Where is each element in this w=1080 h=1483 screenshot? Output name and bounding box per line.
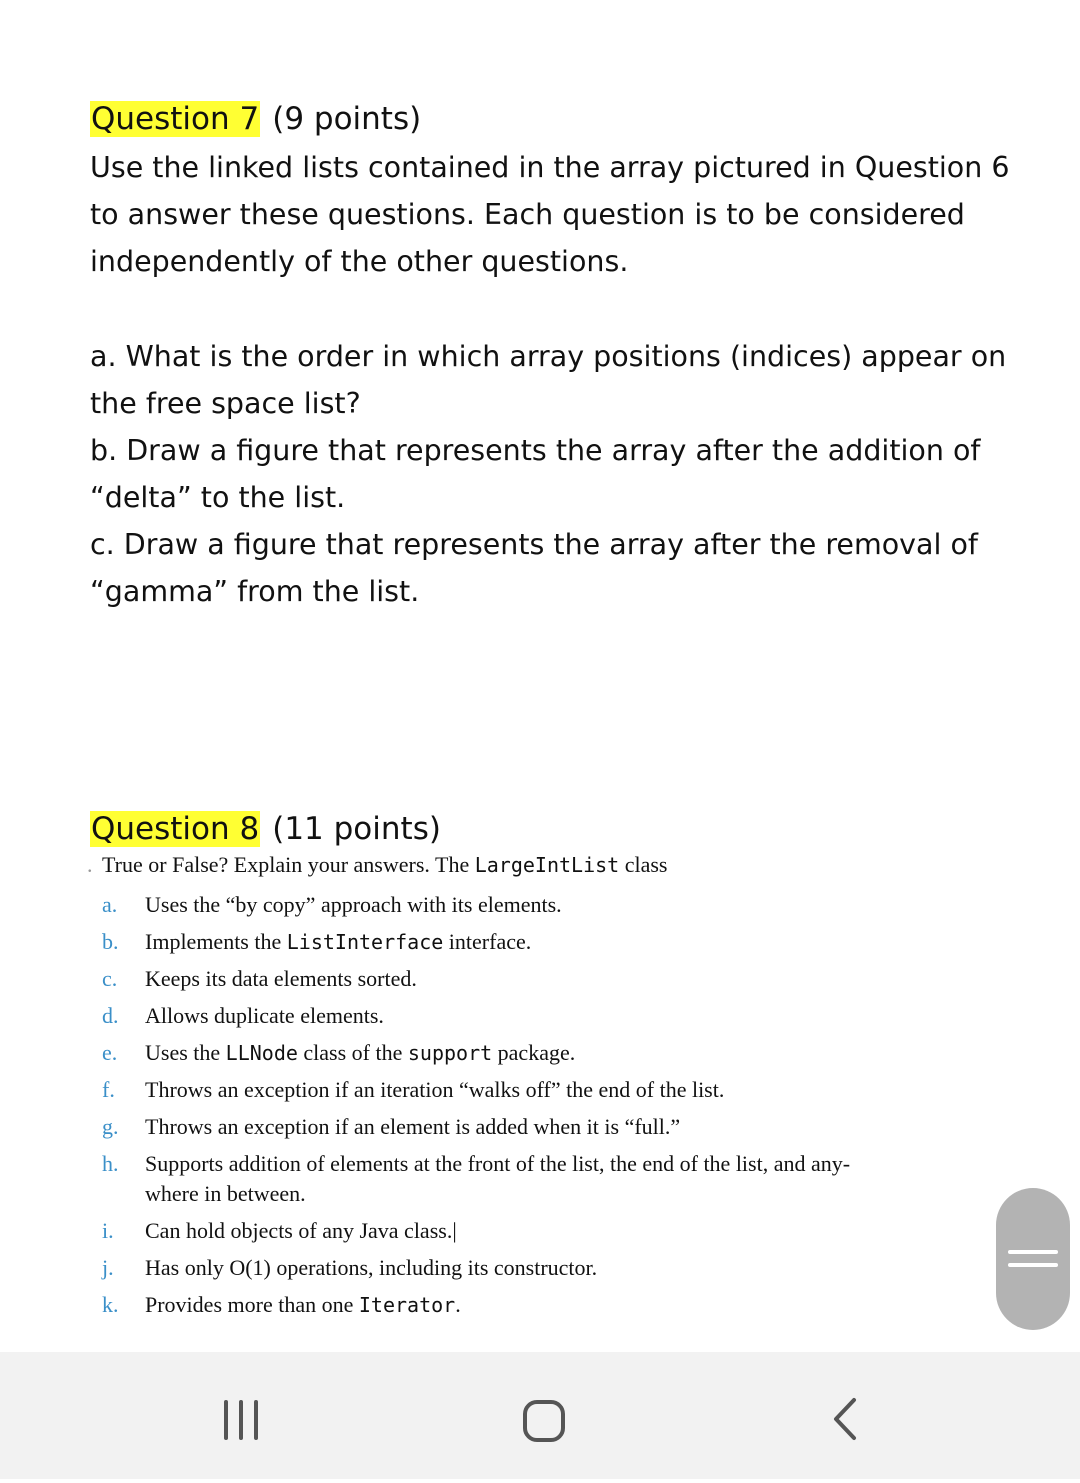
item-letter: j. (102, 1255, 114, 1280)
item-text-post: . (455, 1292, 461, 1317)
question-8-title: Question 8 (91, 811, 260, 847)
question-8-intro (102, 852, 667, 878)
item-text (145, 1038, 965, 1068)
item-letter: e. (102, 1040, 118, 1065)
scroll-handle[interactable] (996, 1188, 1070, 1330)
home-icon (523, 1400, 565, 1442)
item-text-continued: where in between. (145, 1181, 306, 1206)
item-text: Throws an exception if an iteration “walks off” the end of the list. (145, 1077, 725, 1102)
item-text-pre: Uses the (145, 1040, 226, 1065)
item-text-post: interface. (443, 929, 532, 954)
item-letter: d. (102, 1003, 119, 1028)
item-text: Uses the “by copy” approach with its elements. (145, 892, 562, 917)
item-letter: c. (102, 966, 118, 991)
item-text: Can hold objects of any Java class.| (145, 1218, 457, 1243)
system-navigation-bar (0, 1352, 1080, 1479)
item-letter: a. (102, 892, 118, 917)
item-text (145, 927, 965, 957)
question-8-heading (90, 810, 441, 848)
back-chevron-icon (786, 1352, 906, 1479)
recent-apps-button[interactable] (181, 1352, 301, 1479)
bullet-mark: . (87, 852, 93, 877)
grip-line-icon (1008, 1263, 1058, 1267)
item-letter: i. (102, 1218, 114, 1243)
item-letter: g. (102, 1114, 119, 1139)
question-7-part-c: c. Draw a figure that represents the array after the removal of “gamma” from the list. (90, 528, 978, 608)
item-text-post: package. (492, 1040, 576, 1065)
intro-class-name: LargeIntList (474, 853, 620, 877)
question-7-part-a: a. What is the order in which array positions (indices) appear on the free space list? (90, 340, 1007, 420)
item-code: ListInterface (286, 930, 444, 954)
back-button[interactable] (786, 1352, 906, 1479)
item-code: Iterator (358, 1293, 456, 1317)
item-text-mid: class of the (297, 1040, 408, 1065)
question-7-intro: Use the linked lists contained in the array pictured in Question 6 to answer these questions. Each question is to be considered independently of the other questions. (90, 151, 1010, 278)
home-button[interactable] (483, 1352, 603, 1479)
intro-text: True or False? Explain your answers. The (102, 852, 475, 877)
grip-line-icon (1008, 1250, 1058, 1254)
question-8-points: (11 points) (272, 811, 441, 847)
item-text-pre: Implements the (145, 929, 287, 954)
item-code: LLNode (225, 1041, 298, 1065)
item-code-2: support (407, 1041, 493, 1065)
item-text: Keeps its data elements sorted. (145, 966, 417, 991)
item-letter: h. (102, 1151, 119, 1176)
item-text: Has only O(1) operations, including its constructor. (145, 1255, 598, 1280)
item-letter: b. (102, 929, 119, 954)
intro-text-end: class (619, 852, 668, 877)
item-text (145, 1290, 965, 1320)
question-7-points: (9 points) (272, 101, 422, 137)
item-text: Allows duplicate elements. (145, 1003, 384, 1028)
item-text-pre: Provides more than one (145, 1292, 359, 1317)
item-letter: k. (102, 1292, 119, 1317)
question-7-part-b: b. Draw a figure that represents the array after the addition of “delta” to the list. (90, 434, 981, 514)
question-7-title: Question 7 (91, 101, 260, 137)
item-text: Throws an exception if an element is added when it is “full.” (145, 1114, 681, 1139)
item-letter: f. (102, 1077, 115, 1102)
question-7-heading (90, 100, 421, 138)
item-text: Supports addition of elements at the front of the list, the end of the list, and any- (145, 1151, 851, 1176)
